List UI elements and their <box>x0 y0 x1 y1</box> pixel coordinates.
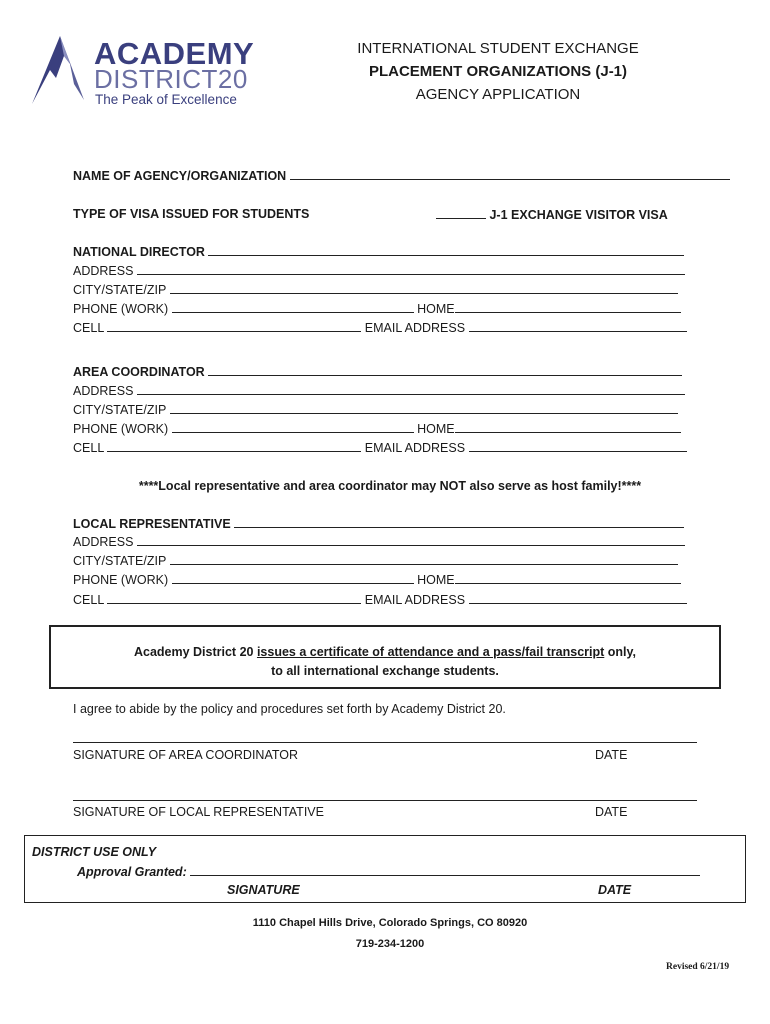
local-rep-label: LOCAL REPRESENTATIVE <box>73 517 231 531</box>
footer-phone: 719-234-1200 <box>355 938 425 950</box>
ac-home-label: HOME <box>417 422 455 436</box>
local-rep-row <box>73 514 684 534</box>
approval-label: Approval Granted: <box>77 865 187 879</box>
visa-type-label: TYPE OF VISA ISSUED FOR STUDENTS <box>73 207 310 221</box>
nd-email-label: EMAIL ADDRESS <box>364 321 466 335</box>
nd-cell-label: CELL <box>73 321 104 335</box>
notice-line-1 <box>51 643 719 662</box>
lr-cell-label: CELL <box>73 593 104 607</box>
visa-option-field[interactable] <box>436 205 486 219</box>
notice-prefix: Academy District 20 <box>133 645 257 659</box>
ac-address-label: ADDRESS <box>73 384 134 398</box>
nd-cell-row <box>73 318 687 338</box>
approval-row <box>77 862 700 882</box>
local-rep-signature-label: SIGNATURE OF LOCAL REPRESENTATIVE <box>73 805 324 819</box>
logo-district: DISTRICT20 <box>94 64 248 94</box>
nd-email-field[interactable] <box>469 318 687 332</box>
ac-city-label: CITY/STATE/ZIP <box>73 403 167 417</box>
national-director-field[interactable] <box>208 242 684 256</box>
lr-address-label: ADDRESS <box>73 535 134 549</box>
ac-email-label: EMAIL ADDRESS <box>364 441 466 455</box>
nd-city-label: CITY/STATE/ZIP <box>73 283 167 297</box>
agency-name-field[interactable] <box>290 166 730 180</box>
national-director-label: NATIONAL DIRECTOR <box>73 245 205 259</box>
district-logo <box>30 34 255 112</box>
ac-address-row <box>73 381 685 401</box>
lr-phone-field[interactable] <box>172 570 414 584</box>
lr-home-label: HOME <box>417 573 455 587</box>
ac-city-row <box>73 400 678 420</box>
district-signature-label: SIGNATURE <box>227 883 300 897</box>
ac-phone-label: PHONE (WORK) <box>73 422 169 436</box>
ac-address-field[interactable] <box>137 381 685 395</box>
agency-name-row <box>73 166 730 186</box>
mountain-peak-icon <box>30 34 86 106</box>
area-coordinator-label: AREA COORDINATOR <box>73 365 205 379</box>
nd-address-label: ADDRESS <box>73 264 134 278</box>
nd-phone-field[interactable] <box>172 299 414 313</box>
logo-tagline: The Peak of Excellence <box>95 92 237 107</box>
lr-email-field[interactable] <box>469 590 687 604</box>
lr-address-row <box>73 532 685 552</box>
district-date-label: DATE <box>598 883 632 897</box>
nd-address-field[interactable] <box>137 261 685 275</box>
certificate-notice-box <box>49 625 721 689</box>
lr-cell-row <box>73 590 687 610</box>
ac-cell-label: CELL <box>73 441 104 455</box>
nd-phone-label: PHONE (WORK) <box>73 302 169 316</box>
header-line-1: INTERNATIONAL STUDENT EXCHANGE <box>357 40 639 57</box>
ac-cell-field[interactable] <box>107 438 361 452</box>
area-coordinator-signature-label: SIGNATURE OF AREA COORDINATOR <box>73 748 299 762</box>
lr-city-field[interactable] <box>170 551 678 565</box>
lr-cell-field[interactable] <box>107 590 361 604</box>
nd-city-row <box>73 280 678 300</box>
lr-address-field[interactable] <box>137 532 685 546</box>
area-coordinator-field[interactable] <box>208 362 682 376</box>
notice-suffix: only, <box>604 645 637 659</box>
lr-home-field[interactable] <box>455 570 681 584</box>
local-rep-field[interactable] <box>234 514 684 528</box>
area-coordinator-signature-line[interactable] <box>73 742 697 743</box>
revised-date: Revised 6/21/19 <box>666 962 730 972</box>
ac-cell-row <box>73 438 687 458</box>
footer-address: 1110 Chapel Hills Drive, Colorado Springs, CO 80920 <box>252 917 528 929</box>
ac-city-field[interactable] <box>170 400 678 414</box>
local-rep-date-label: DATE <box>595 805 628 819</box>
ac-phone-field[interactable] <box>172 419 414 433</box>
lr-city-row <box>73 551 678 571</box>
lr-email-label: EMAIL ADDRESS <box>364 593 466 607</box>
nd-phone-row <box>73 299 681 319</box>
agency-name-label: NAME OF AGENCY/ORGANIZATION <box>73 169 287 183</box>
notice-underlined: issues a certificate of attendance and a pass/fail transcript <box>256 645 605 659</box>
nd-home-label: HOME <box>417 302 455 316</box>
agreement-text: I agree to abide by the policy and procedures set forth by Academy District 20. <box>73 702 506 716</box>
district-use-box <box>24 835 746 903</box>
lr-phone-row <box>73 570 681 590</box>
lr-phone-label: PHONE (WORK) <box>73 573 169 587</box>
area-coordinator-date-label: DATE <box>595 748 628 762</box>
national-director-row <box>73 242 684 262</box>
district-use-title: DISTRICT USE ONLY <box>32 845 157 859</box>
nd-cell-field[interactable] <box>107 318 361 332</box>
ac-home-field[interactable] <box>455 419 681 433</box>
ac-phone-row <box>73 419 681 439</box>
notice-line-2: to all international exchange students. <box>271 664 499 678</box>
local-rep-signature-line[interactable] <box>73 800 697 801</box>
visa-option-label: J-1 EXCHANGE VISITOR VISA <box>489 208 668 222</box>
ac-email-field[interactable] <box>469 438 687 452</box>
nd-city-field[interactable] <box>170 280 678 294</box>
approval-signature-field[interactable] <box>190 862 700 876</box>
host-family-warning: ****Local representative and area coordinator may NOT also serve as host family!**** <box>138 479 642 493</box>
nd-home-field[interactable] <box>455 299 681 313</box>
lr-city-label: CITY/STATE/ZIP <box>73 554 167 568</box>
header-line-2: PLACEMENT ORGANIZATIONS (J-1) <box>368 63 628 80</box>
nd-address-row <box>73 261 685 281</box>
visa-option-row <box>436 205 668 225</box>
logo-academy: ACADEMY <box>94 36 255 71</box>
area-coordinator-row <box>73 362 682 382</box>
header-line-3: AGENCY APPLICATION <box>415 86 581 103</box>
